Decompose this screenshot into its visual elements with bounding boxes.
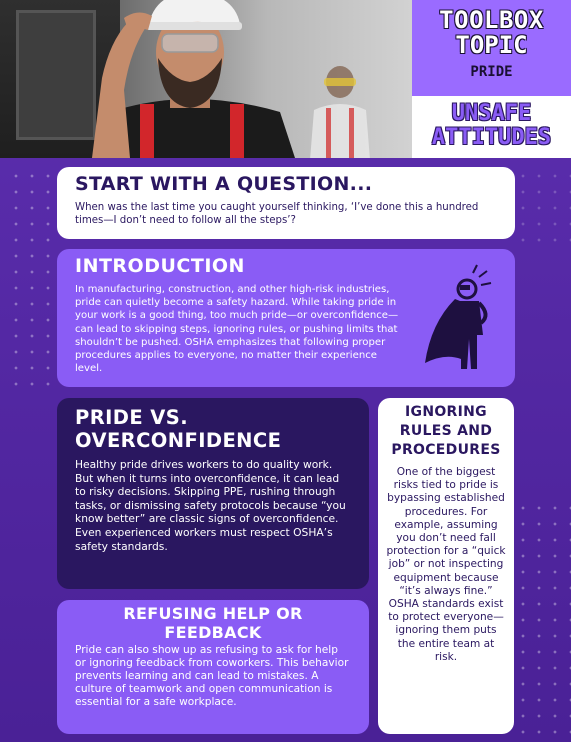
subtitle-block [412, 96, 571, 158]
pride-heading-line2: OVERCONFIDENCE [75, 429, 282, 452]
refusing-help-card [57, 600, 369, 734]
title-block [412, 0, 571, 96]
dot-pattern-left [8, 168, 58, 398]
caped-figure-icon [421, 263, 501, 373]
ignoring-heading-line2: RULES AND [399, 423, 493, 439]
hero-photo [0, 0, 412, 158]
question-text: When was the last time you caught yourself thinking, ‘I’ve done this a hundred times—I don’t need to follow all the steps’? [75, 202, 479, 226]
introduction-text: In manufacturing, construction, and other high-risk industries, pride can quietly become a safety hazard. While taking pride in your work is a good thing, too much pride—or overconfidence—can lead to skipping steps, ignoring rules, or pushing limits that shouldn’t be pushed. OSHA emphasizes that following proper procedures applies to everyone, no matter their experience level. [75, 284, 399, 375]
refusing-heading-line2: FEEDBACK [164, 623, 262, 642]
dot-pattern-right [515, 500, 571, 740]
pride-vs-overconfidence-card [57, 398, 369, 589]
pride-text: Healthy pride drives workers to do quality work. But when it turns into overconfidence, it can lead to risky decisions. Skipping PPE, rushing through tasks, or dismissing safety protocols because “you know better” are classic signs of overconfidence. Even experienced workers must respect OSHA’s safety standards. [75, 458, 346, 553]
background-worker-image [300, 60, 380, 158]
worker-image [90, 0, 310, 158]
question-card [57, 167, 515, 239]
subtitle-line1: UNSAFE [451, 101, 532, 126]
title-line1: TOOLBOX [439, 6, 544, 34]
ignoring-text: One of the biggest risks tied to pride is bypassing established procedures. For example, assuming you don’t need fall protection for a “quick job” or not inspecting equipment because “it’s always fine.” OSHA standards exist to protect everyone—ignoring them puts the entire team at risk. [386, 466, 506, 663]
pride-heading-line1: PRIDE VS. [75, 406, 189, 429]
refusing-heading-line1: REFUSING HELP OR [123, 604, 303, 623]
question-heading: START WITH A QUESTION... [75, 173, 373, 195]
ignoring-heading-line1: IGNORING [405, 404, 487, 420]
subtitle-line2: ATTITUDES [431, 125, 552, 150]
ignoring-rules-card [378, 398, 514, 734]
introduction-card [57, 249, 515, 387]
topic-label: PRIDE [470, 64, 513, 80]
title-line2: TOPIC [455, 31, 528, 59]
refusing-text: Pride can also show up as refusing to ask for help or ignoring feedback from coworkers. This behavior prevents learning and can lead to mistakes. A culture of teamwork and open communication is essential for a safe workplace. [75, 644, 349, 708]
ignoring-heading-line3: PROCEDURES [391, 442, 501, 458]
introduction-heading: INTRODUCTION [75, 255, 245, 277]
dot-pattern-mid [515, 168, 571, 248]
